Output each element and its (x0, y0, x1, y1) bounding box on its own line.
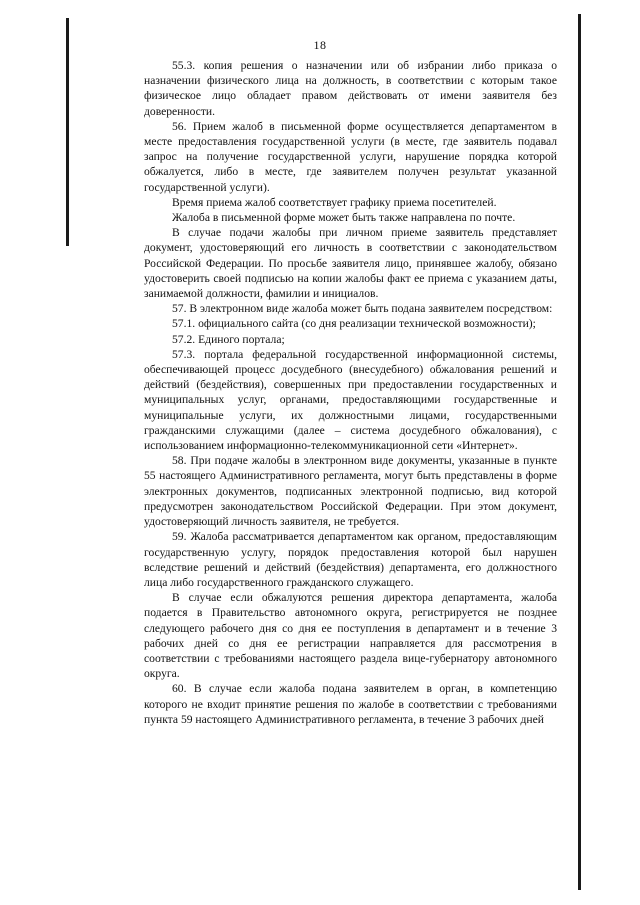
paragraph-59: 59. Жалоба рассматривается департаментом как органом, предоставляющим государственную услугу, порядок предоставления которой был нарушен вследствие решений и действий (бездействия) департамента, его должностного лица либо государственного гражданского служащего. (144, 530, 557, 589)
paragraph-reception-time: Время приема жалоб соответствует графику приема посетителей. (172, 195, 497, 209)
scan-edge-mark-right (578, 14, 581, 890)
paragraph-director-complaint: В случае если обжалуются решения директора департамента, жалоба подается в Правительство автономного округа, регистрируется не позднее следующего рабочего дня со дня ее поступления в департамент и в течение 3 рабочих дней со дня ее регистрации направляется для рассмотрения в соответствии с требованиями настоящего раздела вице-губернатору автономного округа. (144, 591, 557, 681)
paragraph-57-3: 57.3. портала федеральной государственной информационной системы, обеспечивающей процесс досудебного (внесудебного) обжалования решений и действий (бездействия), совершенных при предоставлении государственных и муниципальных услуг, органами, предоставляющими государственные и муниципальные услуги, их должностными лицами, государственными гражданскими служащими (далее – система досудебного обжалования), с использованием информационно-телекоммуникационной сети «Интернет». (144, 347, 557, 453)
paragraph-58: 58. При подаче жалобы в электронном виде документы, указанные в пункте 55 настоящего Административного регламента, могут быть представлены в форме электронных документов, подписанных электронной подписью, вид которой предусмотрен законодательством Российской Федерации. При этом документ, удостоверяющий личность заявителя, не требуется. (144, 454, 557, 529)
paragraph-personal-reception: В случае подачи жалобы при личном приеме заявитель представляет документ, удостоверяющий его личность в соответствии с законодательством Российской Федерации. По просьбе заявителя лицо, принявшее жалобу, обязано удостоверить своей подписью на копии жалобы факт ее приема с указанием даты, занимаемой должности, фамилии и инициалов. (144, 226, 557, 301)
page-number: 18 (313, 38, 327, 52)
paragraph-postal-complaint: Жалоба в письменной форме может быть также направлена по почте. (172, 211, 516, 225)
paragraph-60: 60. В случае если жалоба подана заявителем в орган, в компетенцию которого не входит принятие решения по жалобе в соответствии с требованиями пункта 59 настоящего Административного регламента, в течение 3 рабочих дней (144, 682, 557, 726)
paragraph-57-1: 57.1. официального сайта (со дня реализации технической возможности); (172, 317, 536, 331)
paragraph-55-3: 55.3. копия решения о назначении или об избрании либо приказа о назначении физического лица на должность, в соответствии с которым такое физическое лицо обладает правом действовать от имени заявителя без доверенности. (144, 59, 557, 118)
document-body (144, 58, 557, 727)
paragraph-57-2: 57.2. Единого портала; (172, 332, 285, 346)
paragraph-56: 56. Прием жалоб в письменной форме осуществляется департаментом в месте предоставления государственной услуги (в месте, где заявитель подавал запрос на получение государственной услуги, нарушение порядка которой обжалуется, либо в месте, где заявителем получен результат указанной государственной услуги). (144, 119, 557, 194)
paragraph-57: 57. В электронном виде жалоба может быть подана заявителем посредством: (172, 302, 553, 316)
